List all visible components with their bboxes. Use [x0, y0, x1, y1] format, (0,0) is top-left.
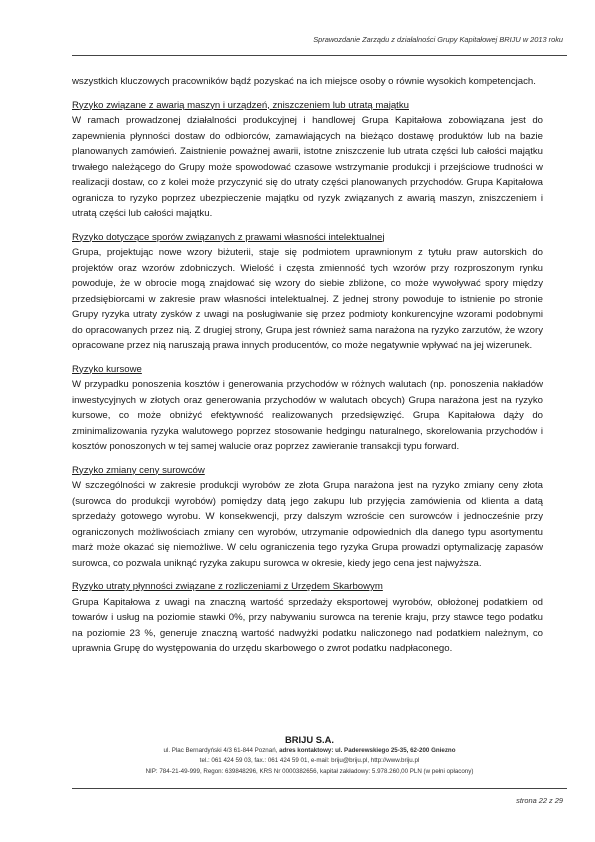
company-registry: NIP: 784-21-49-999, Regon: 639848296, KRS Nr 0000382656, kapitał zakładowy: 5.978.260,00 PLN (w pełni opłacony) — [145, 767, 474, 775]
section-body: W przypadku ponoszenia kosztów i generowania przychodów w różnych walutach (np. ponoszenia nakładów inwestycyjnych w złotych oraz generowania przychodów w walutach obcych) Grupa narażona jest na ryzyko kursowe, co może obniżyć efektywność realizowanych przedsięwzięć. Grupa Kapitałowa dąży do zminimalizowania ryzyka walutowego poprzez stosowanie hedgingu naturalnego, skorelowania przychodów i kosztów ponoszonych w tej samej walucie oraz poprzez zawieranie transakcji typu forward. — [72, 379, 543, 452]
section-body: Grupa, projektując nowe wzory biżuterii, staje się podmiotem uprawnionym z tytułu praw autorskich do projektów oraz wzorów zdobniczych. Wielość i częsta zmienność tych wzorów przy rozproszonym rynku powoduje, że w obrocie mogą znajdować się wzory do siebie zbliżone, co może wywoływać spory między przedsiębiorcami w zakresie praw własności intelektualnej. Z jednej strony powoduje to istnienie po stronie Grupy ryzyka utraty zysków z uwagi na posługiwanie się przez podmioty konkurencyjne wzorami podobnymi do opracowanych przez nią. Z drugiej strony, Grupa jest również sama narażona na ryzyko zarzutów, że wzory opracowane przez nią naruszają prawa innych producentów, co może negatywnie wpływać na jej wizerunek. — [72, 247, 543, 351]
section-equipment-risk — [72, 98, 543, 222]
section-body: W ramach prowadzonej działalności produkcyjnej i handlowej Grupa Kapitałowa zobowiązana jest do zapewnienia płynności dostaw do odbiorców, zamawiających na bieżąco dostawę produktów lub na bazie planowanych zamówień. Zaistnienie poważnej awarii, istotne zniszczenie lub utrata części lub całości majątku trwałego należącego do Grupy może spowodować czasowe wstrzymanie produkcji i przejściowe trudności w realizacji dostaw, co z kolei może przyczynić się do utraty części planowanych przychodów. Grupa Kapitałowa ogranicza to ryzyko poprzez ubezpieczenie majątku od ryzyk związanych z awarią maszyn, zniszczeniem i utratą części lub całości majątku. — [72, 115, 543, 219]
intro-paragraph: wszystkich kluczowych pracowników bądź pozyskać na ich miejsce osoby o równie wysokich kompetencjach. — [72, 76, 536, 87]
section-raw-material-risk — [72, 463, 543, 572]
section-heading: Ryzyko kursowe — [72, 363, 142, 375]
company-address — [48, 746, 571, 756]
section-heading: Ryzyko utraty płynności związane z rozliczeniami z Urzędem Skarbowym — [72, 581, 383, 592]
registered-address: ul. Plac Bernardyński 4/3 61-844 Poznań, — [163, 747, 280, 754]
section-heading: Ryzyko związane z awarią maszyn i urządzeń, zniszczeniem lub utratą majątku — [72, 99, 409, 111]
page-number: strona 22 z 29 — [516, 796, 563, 805]
company-contact: tel.: 061 424 59 03, fax.: 061 424 59 01, e-mail: briju@briju.pl, http://www.briju.pl — [199, 757, 420, 765]
page-footer — [48, 733, 571, 777]
section-heading: Ryzyko zmiany ceny surowców — [72, 464, 205, 476]
section-body: Grupa Kapitałowa z uwagi na znaczną wartość sprzedaży eksportowej wyrobów, obłożonej podatkiem od towarów i usług na poziomie stawki 0%, przy nabywaniu surowca na terenie kraju, przy stawce tego podatku na poziomie 23 %, generuje znaczną wartość nadwyżki podatku naliczonego nad podatkiem należnym, co uprawnia Grupę do występowania do urzędu skarbowego o zwrot podatku nadpłaconego. — [72, 596, 543, 654]
section-ip-risk — [72, 230, 543, 354]
main-content — [72, 74, 543, 665]
section-currency-risk — [72, 362, 543, 455]
section-body: W szczególności w zakresie produkcji wyrobów ze złota Grupa narażona jest na ryzyko zmiany ceny złota (surowca do produkcji wyrobów) pomiędzy datą jego zakupu lub przyjęcia zamówienia od klienta a datą sprzedaży gotowego wyrobu. W konsekwencji, przy dalszym wzroście cen surowców i jednocześnie przy ograniczonych możliwościach zmiany cen wyrobów, utrzymanie odpowiednich dla danego typu asortymentu marż może okazać się niemożliwe. W celu ograniczenia tego ryzyka Grupa prowadzi optymalizację zapasów surowca, co pozwala uniknąć ryzyka zakupu surowca w okresie, kiedy jego cena jest najwyższa. — [72, 480, 543, 569]
section-liquidity-risk — [72, 579, 543, 657]
contact-address: adres kontaktowy: ul. Paderewskiego 25-35, 62-200 Gniezno — [279, 747, 456, 754]
footer-divider — [72, 788, 567, 789]
header-divider — [72, 55, 567, 56]
company-name: BRIJU S.A. — [285, 734, 334, 745]
section-heading: Ryzyko dotyczące sporów związanych z prawami własności intelektualnej — [72, 231, 385, 243]
running-header: Sprawozdanie Zarządu z działalności Grupy Kapitałowej BRIJU w 2013 roku — [313, 35, 563, 44]
